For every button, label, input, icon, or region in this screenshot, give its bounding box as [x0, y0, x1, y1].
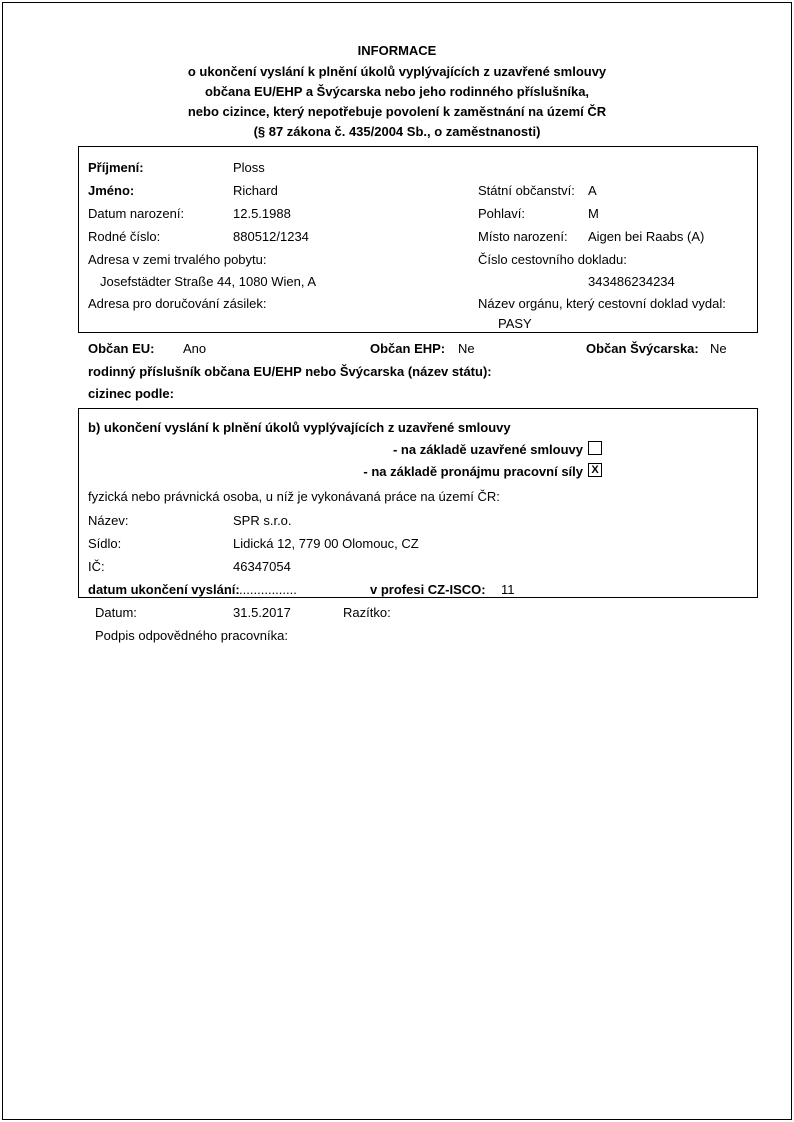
entity-name-value: SPR s.r.o. [233, 513, 292, 528]
section-b-box [78, 408, 758, 598]
birthnumber-value: 880512/1234 [233, 229, 309, 244]
option-contract-label: - na základě uzavřené smlouvy [392, 442, 583, 457]
firstname-label: Jméno: [88, 183, 135, 198]
end-date-dots: ..................... [221, 582, 297, 597]
birthnumber-label: Rodné číslo: [88, 229, 161, 244]
entity-name-label: Název: [88, 513, 129, 528]
entity-intro: fyzická nebo právnická osoba, u níž je vykonávaná práce na území ČR: [88, 489, 500, 504]
sex-label: Pohlaví: [478, 206, 525, 221]
hire-checkbox: X [588, 463, 602, 477]
form-title: INFORMACE [357, 43, 437, 58]
family-member-label: rodinný příslušník občana EU/EHP nebo Švýcarska (název státu): [88, 364, 492, 379]
personal-info-box [78, 146, 758, 333]
stamp-label: Razítko: [343, 605, 391, 620]
swiss-citizen-value: Ne [710, 341, 727, 356]
mail-address-label: Adresa pro doručování zásilek: [88, 296, 267, 311]
end-date-label: datum ukončení vyslání: [88, 582, 240, 597]
travel-doc-value: 343486234234 [588, 274, 675, 289]
ehp-citizen-label: Občan EHP: [370, 341, 446, 356]
swiss-citizen-label: Občan Švýcarska: [586, 341, 699, 356]
birthdate-value: 12.5.1988 [233, 206, 291, 221]
citizenship-label: Státní občanství: [478, 183, 575, 198]
form-subtitle-1: o ukončení vyslání k plnění úkolů vyplývajících z uzavřené smlouvy [187, 64, 607, 79]
doc-issuer-label: Název orgánu, který cestovní doklad vydal: [478, 296, 726, 311]
profession-label: v profesi CZ-ISCO: [370, 582, 486, 597]
entity-seat-value: Lidická 12, 779 00 Olomouc, CZ [233, 536, 419, 551]
eu-citizen-value: Ano [183, 341, 207, 356]
birthplace-label: Místo narození: [478, 229, 568, 244]
entity-ic-value: 46347054 [233, 559, 291, 574]
travel-doc-label: Číslo cestovního dokladu: [478, 252, 627, 267]
form-subtitle-4: (§ 87 zákona č. 435/2004 Sb., o zaměstnanosti) [253, 124, 541, 139]
surname-value: Ploss [233, 160, 265, 175]
surname-label: Příjmení: [88, 160, 144, 175]
date-value: 31.5.2017 [233, 605, 291, 620]
sex-value: M [588, 206, 599, 221]
profession-value: 11 [501, 582, 515, 597]
form-subtitle-2: občana EU/EHP a Švýcarska nebo jeho rodinného příslušníka, [204, 84, 590, 99]
eu-citizen-label: Občan EU: [88, 341, 155, 356]
ehp-citizen-value: Ne [458, 341, 475, 356]
form-subtitle-3: nebo cizince, který nepotřebuje povolení k zaměstnání na území ČR [187, 104, 607, 119]
birthplace-value: Aigen bei Raabs (A) [588, 229, 705, 244]
perm-address-value: Josefstädter Straße 44, 1080 Wien, A [100, 274, 317, 289]
citizenship-value: A [588, 183, 597, 198]
perm-address-label: Adresa v zemi trvalého pobytu: [88, 252, 267, 267]
form-page [2, 2, 792, 1120]
birthdate-label: Datum narození: [88, 206, 185, 221]
contract-checkbox [588, 441, 602, 455]
foreigner-label: cizinec podle: [88, 386, 174, 401]
entity-seat-label: Sídlo: [88, 536, 122, 551]
section-b-heading: b) ukončení vyslání k plnění úkolů vyplývajících z uzavřené smlouvy [88, 420, 511, 435]
doc-issuer-value: PASY [498, 316, 532, 331]
option-hire-label: - na základě pronájmu pracovní síly [363, 464, 583, 479]
signature-label: Podpis odpovědného pracovníka: [95, 628, 288, 643]
firstname-value: Richard [233, 183, 278, 198]
date-label: Datum: [95, 605, 137, 620]
entity-ic-label: IČ: [88, 559, 105, 574]
